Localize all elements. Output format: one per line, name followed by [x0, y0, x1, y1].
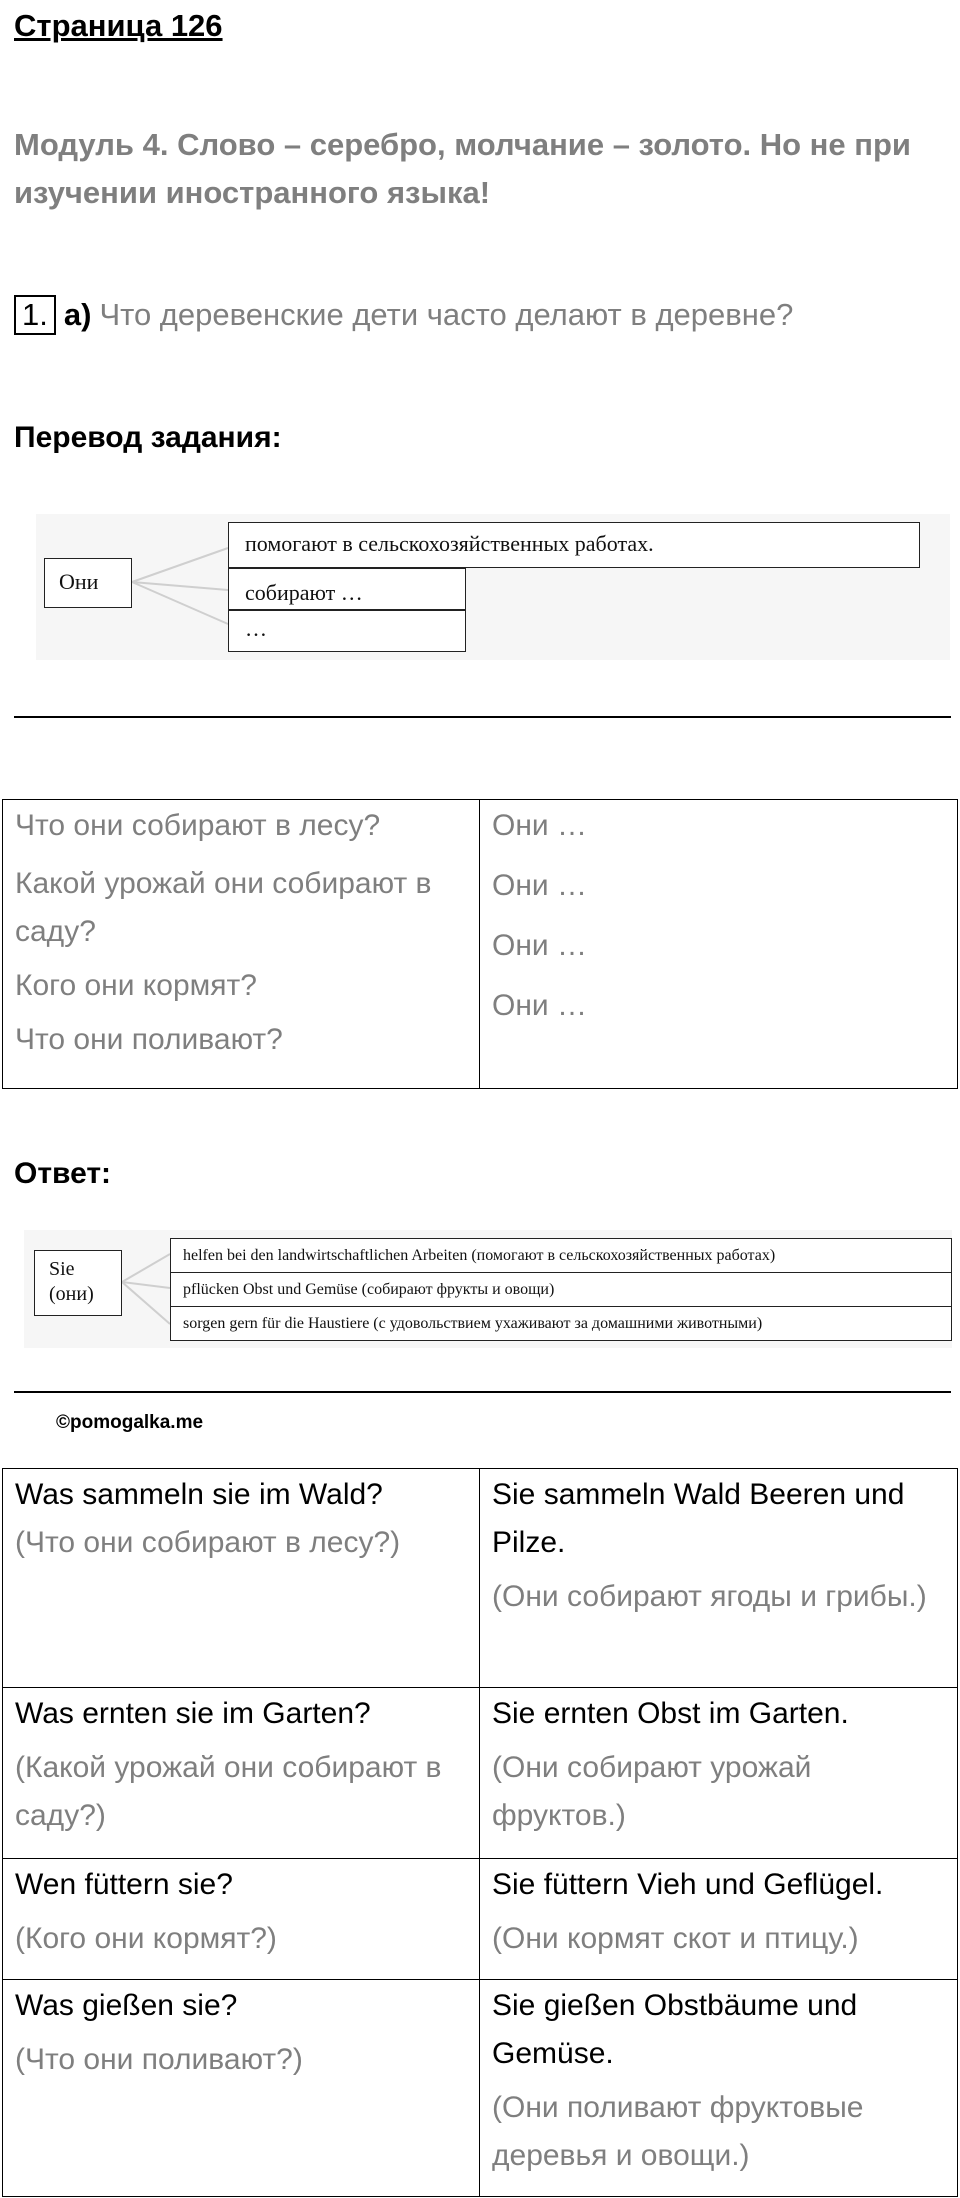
question-de: Was gießen sie?: [15, 1989, 238, 2022]
diagram-subject-ru: (они): [49, 1283, 94, 1305]
question-de: Was ernten sie im Garten?: [15, 1697, 371, 1730]
answer-de: Sie gießen Obstbäume und Gemüse.: [492, 1989, 858, 2070]
diagram-item: pflücken Obst und Gemüse (собирают фрукты и овощи): [170, 1272, 952, 1307]
question-cell: [3, 1688, 480, 1859]
answer-de: Sie füttern Vieh und Geflügel.: [492, 1868, 884, 1901]
diagram-subject-de: Sie: [49, 1258, 75, 1280]
question-de: Was sammeln sie im Wald?: [15, 1478, 383, 1511]
answer-text: Они …: [492, 869, 587, 902]
answer-ru: (Они собирают ягоды и грибы.): [492, 1580, 927, 1613]
question-cell: [3, 1469, 480, 1688]
questions-table: [2, 799, 958, 1089]
diagram-subject: [34, 1250, 122, 1316]
table-row: [3, 1688, 958, 1859]
task-number: 1.: [14, 295, 56, 335]
answer-text: Они …: [492, 989, 587, 1022]
answer-text: Они …: [492, 809, 587, 842]
question-text: Что они поливают?: [15, 1023, 283, 1056]
task-question: Что деревенские дети часто делают в деревне?: [99, 297, 794, 332]
questions-cell: [3, 800, 480, 1089]
answer-de: Sie sammeln Wald Beeren und Pilze.: [492, 1478, 905, 1559]
diagram-answer: [24, 1230, 952, 1348]
answers-table: [2, 1468, 958, 2197]
answer-ru: (Они собирают урожай фруктов.): [492, 1751, 812, 1832]
question-text: Что они собирают в лесу?: [15, 809, 381, 842]
question-ru: (Какой урожай они собирают в саду?): [15, 1751, 442, 1832]
question-ru: (Кого они кормят?): [15, 1922, 277, 1955]
diagram-item: помогают в сельскохозяйственных работах.: [228, 522, 920, 568]
question-ru: (Что они поливают?): [15, 2043, 303, 2076]
question-cell: [3, 1859, 480, 1980]
diagram-item: …: [228, 610, 466, 652]
page-title: Страница 126: [14, 8, 223, 43]
divider: [14, 716, 951, 718]
diagram-item: собирают …: [228, 568, 466, 610]
divider: [14, 1391, 951, 1393]
question-de: Wen füttern sie?: [15, 1868, 233, 1901]
question-cell: [3, 1980, 480, 2197]
table-row: [3, 1980, 958, 2197]
answer-ru: (Они кормят скот и птицу.): [492, 1922, 859, 1955]
answer-heading: Ответ:: [14, 1157, 112, 1190]
task-line: [14, 294, 793, 336]
answer-cell: [480, 1688, 958, 1859]
answer-ru: (Они поливают фруктовые деревья и овощи.): [492, 2091, 864, 2172]
diagram-translation: [36, 514, 950, 660]
question-text: Кого они кормят?: [15, 969, 257, 1002]
table-row: [3, 1859, 958, 1980]
answers-cell: [480, 800, 958, 1089]
answer-text: Они …: [492, 929, 587, 962]
answer-cell: [480, 1859, 958, 1980]
diagram-subject: Они: [44, 558, 132, 608]
diagram-item: sorgen gern für die Haustiere (с удовольствием ухаживают за домашними животными): [170, 1306, 952, 1341]
question-text: Какой урожай они собирают в саду?: [15, 867, 432, 948]
translation-heading: Перевод задания:: [14, 421, 282, 454]
answer-cell: [480, 1469, 958, 1688]
question-ru: (Что они собирают в лесу?): [15, 1526, 401, 1559]
answer-cell: [480, 1980, 958, 2197]
table-row: [3, 1469, 958, 1688]
task-letter: а): [63, 297, 92, 332]
module-title: Модуль 4. Слово – серебро, молчание – золото. Но не при изучении иностранного языка!: [14, 127, 911, 210]
diagram-item: helfen bei den landwirtschaftlichen Arbeiten (помогают в сельскохозяйственных работах): [170, 1238, 952, 1273]
answer-de: Sie ernten Obst im Garten.: [492, 1697, 849, 1730]
copyright: ©pomogalka.me: [56, 1412, 204, 1433]
